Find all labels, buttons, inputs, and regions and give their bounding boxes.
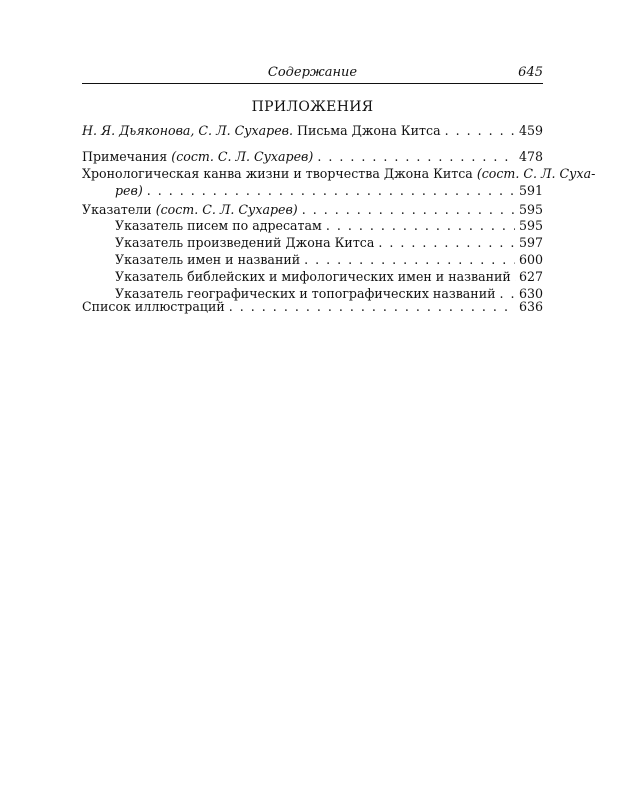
toc-entry-indexes[interactable] bbox=[82, 202, 543, 218]
entry-title: Указатель произведений Джона Китса bbox=[115, 235, 375, 250]
entry-page: 591 bbox=[518, 183, 543, 198]
dot-leader bbox=[147, 183, 515, 199]
toc-subentry[interactable] bbox=[115, 269, 543, 285]
dot-leader bbox=[326, 218, 515, 234]
entry-note: (сост. С. Л. Сухарев) bbox=[171, 149, 314, 164]
entry-page: 595 bbox=[518, 202, 543, 217]
entry-title: Указатель географических и топографических названий bbox=[115, 286, 496, 301]
entry-page: 459 bbox=[518, 123, 543, 138]
entry-page: 595 bbox=[518, 218, 543, 233]
entry-title: Указатель писем по адресатам bbox=[115, 218, 322, 233]
entry-author: Н. Я. Дьяконова, С. Л. Сухарев. bbox=[82, 123, 293, 138]
dot-leader bbox=[317, 149, 515, 165]
page-number: 645 bbox=[518, 65, 543, 80]
running-header bbox=[82, 63, 543, 84]
dot-leader bbox=[302, 202, 515, 218]
entry-title: Письма Джона Китса bbox=[297, 123, 441, 138]
running-header-title: Содержание bbox=[267, 65, 358, 80]
entry-page: 630 bbox=[518, 286, 543, 301]
entry-title: Список иллюстраций bbox=[82, 299, 225, 314]
entry-title: Указатель библейских и мифологических имен и названий bbox=[115, 269, 511, 284]
entry-page: 597 bbox=[518, 235, 543, 250]
toc-entry-chronology[interactable] bbox=[82, 166, 596, 182]
section-title: ПРИЛОЖЕНИЯ bbox=[251, 99, 374, 115]
toc-entry-notes[interactable] bbox=[82, 149, 543, 165]
entry-note: (сост. С. Л. Сухарев) bbox=[155, 202, 298, 217]
entry-title: Указатель имен и названий bbox=[115, 252, 301, 267]
entry-page: 636 bbox=[518, 299, 543, 314]
entry-title: Хронологическая канва жизни и творчества Джона Китса bbox=[82, 166, 473, 181]
dot-leader bbox=[378, 235, 515, 251]
entry-note-cont: рев) bbox=[115, 183, 143, 198]
toc-subentry[interactable] bbox=[115, 218, 543, 234]
toc-subentry[interactable] bbox=[115, 252, 543, 268]
entry-note: (сост. С. Л. Суха- bbox=[476, 166, 596, 181]
entry-page: 627 bbox=[518, 269, 543, 284]
toc-entry-letters[interactable] bbox=[82, 123, 543, 139]
entry-title: Примечания bbox=[82, 149, 168, 164]
dot-leader bbox=[445, 123, 515, 139]
toc-subentry[interactable] bbox=[115, 235, 543, 251]
toc-entry-illustrations[interactable] bbox=[82, 299, 543, 315]
entry-title: Указатели bbox=[82, 202, 152, 217]
entry-page: 478 bbox=[518, 149, 543, 164]
dot-leader bbox=[304, 252, 515, 268]
toc-entry-chronology-cont[interactable] bbox=[115, 183, 543, 199]
dot-leader bbox=[229, 299, 515, 315]
entry-page: 600 bbox=[518, 252, 543, 267]
